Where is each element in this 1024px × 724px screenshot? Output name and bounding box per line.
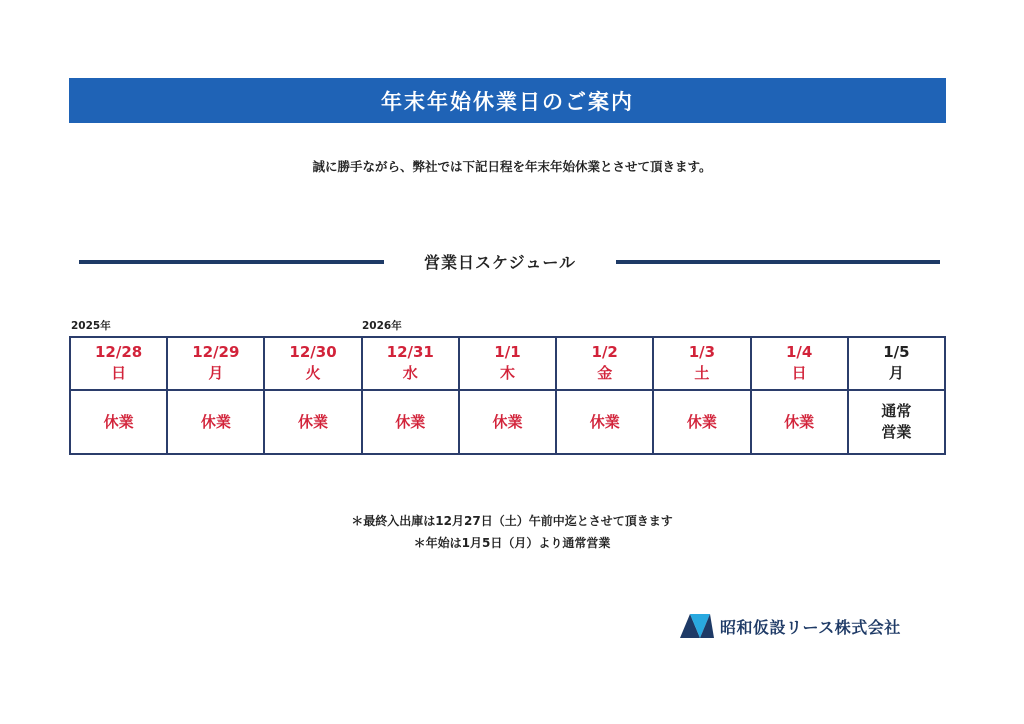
status-cell bbox=[653, 390, 750, 454]
note-new-year: ＊年始は1月5日（月）より通常営業 bbox=[413, 536, 611, 550]
company-logo-icon bbox=[680, 614, 714, 638]
status-cell bbox=[848, 390, 945, 454]
status-closed: 休業 bbox=[298, 412, 329, 431]
status-closed: 休業 bbox=[200, 412, 231, 431]
date-cell bbox=[653, 337, 750, 390]
date-cell bbox=[459, 337, 556, 390]
date-label: 12/31 bbox=[386, 342, 434, 361]
year-label-2025: 2025年 bbox=[71, 320, 111, 332]
date-cell bbox=[556, 337, 653, 390]
page-title-banner bbox=[69, 78, 946, 123]
intro-text: 誠に勝手ながら、弊社では下記日程を年末年始休業とさせて頂きます。 bbox=[312, 159, 712, 174]
schedule-table bbox=[69, 336, 946, 455]
heading-divider-left bbox=[79, 260, 384, 264]
status-cell bbox=[751, 390, 848, 454]
status-cell bbox=[264, 390, 361, 454]
weekday-label: 日 bbox=[791, 363, 807, 382]
weekday-label: 日 bbox=[111, 363, 127, 382]
note-last-shipment: ＊最終入出庫は12月27日（土）午前中迄とさせて頂きます bbox=[351, 514, 673, 528]
year-label-2026: 2026年 bbox=[362, 320, 402, 332]
status-closed: 休業 bbox=[103, 412, 134, 431]
status-open-line: 営業 bbox=[881, 423, 912, 441]
date-cell bbox=[70, 337, 167, 390]
status-closed: 休業 bbox=[492, 412, 523, 431]
date-cell bbox=[167, 337, 264, 390]
date-cell bbox=[362, 337, 459, 390]
date-label: 12/30 bbox=[289, 342, 337, 361]
heading-divider-right bbox=[616, 260, 940, 264]
company-signature bbox=[680, 614, 901, 638]
weekday-label: 水 bbox=[402, 363, 418, 382]
status-cell bbox=[362, 390, 459, 454]
status-cell bbox=[167, 390, 264, 454]
status-cell bbox=[556, 390, 653, 454]
status-cell bbox=[70, 390, 167, 454]
status-closed: 休業 bbox=[686, 412, 717, 431]
company-name: 昭和仮設リース株式会社 bbox=[720, 617, 901, 637]
date-label: 12/28 bbox=[94, 342, 143, 361]
status-closed: 休業 bbox=[784, 412, 815, 431]
date-cell bbox=[848, 337, 945, 390]
notes bbox=[0, 510, 1024, 554]
status-closed: 休業 bbox=[395, 412, 426, 431]
weekday-label: 月 bbox=[208, 363, 224, 382]
date-label: 1/1 bbox=[494, 342, 521, 361]
weekday-label: 木 bbox=[499, 363, 515, 382]
weekday-label: 火 bbox=[305, 363, 321, 382]
date-label: 1/2 bbox=[591, 342, 618, 361]
date-cell bbox=[264, 337, 361, 390]
date-label: 1/5 bbox=[883, 342, 910, 361]
status-cell bbox=[459, 390, 556, 454]
date-row bbox=[70, 337, 945, 390]
weekday-label: 金 bbox=[597, 363, 613, 382]
date-label: 1/4 bbox=[785, 342, 813, 361]
date-cell bbox=[751, 337, 848, 390]
page-title: 年末年始休業日のご案内 bbox=[381, 89, 634, 114]
status-row bbox=[70, 390, 945, 454]
status-open-line: 通常 bbox=[881, 402, 912, 420]
status-closed: 休業 bbox=[589, 412, 620, 431]
date-label: 12/29 bbox=[192, 342, 240, 361]
date-label: 1/3 bbox=[688, 342, 716, 361]
weekday-label: 土 bbox=[694, 363, 710, 382]
weekday-label: 月 bbox=[888, 363, 904, 382]
schedule-heading: 営業日スケジュール bbox=[423, 253, 577, 272]
